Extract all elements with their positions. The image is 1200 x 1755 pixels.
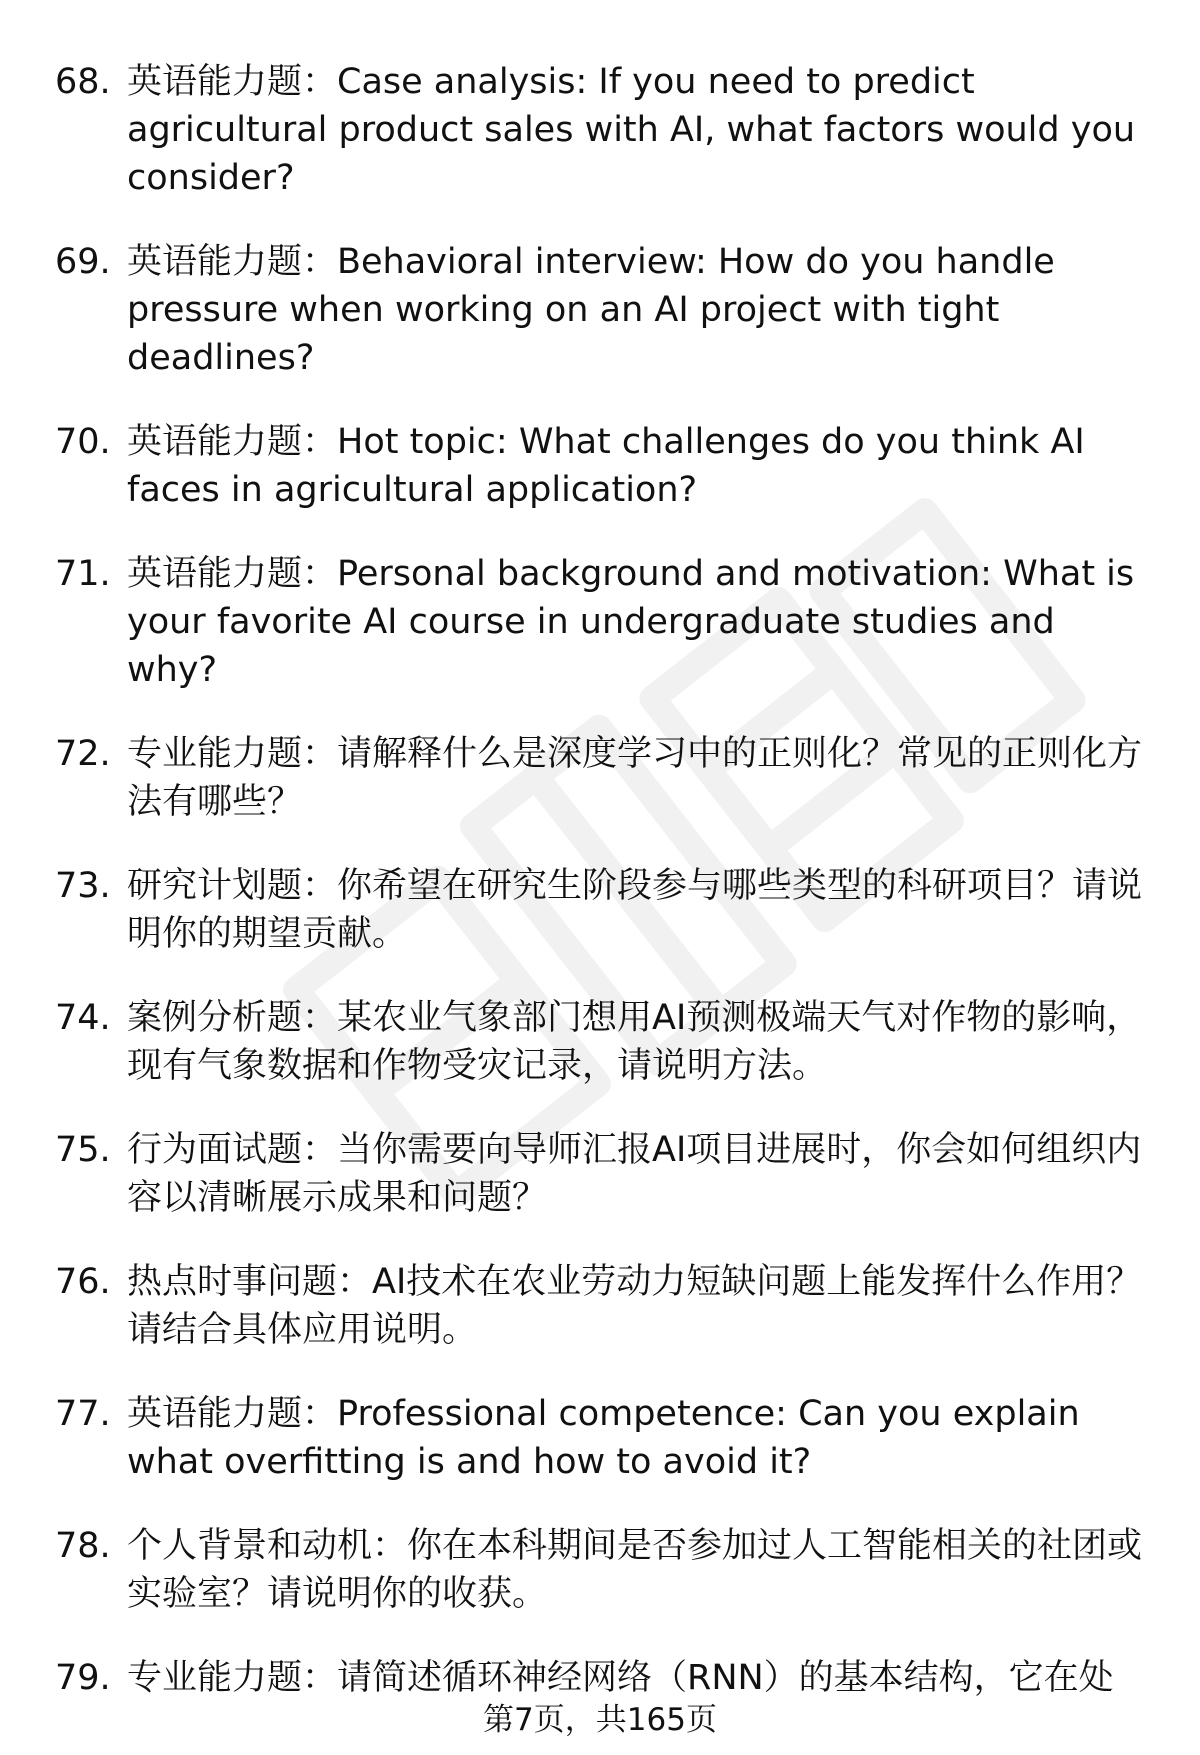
question-text: 英语能力题：Personal background and motivation: What is your favorite AI course in undergraduate studies and why? bbox=[127, 554, 1135, 690]
question-text: 英语能力题：Case analysis: If you need to predict agricultural product sales with AI, what factors would you consider? bbox=[127, 62, 1136, 198]
question-item bbox=[55, 238, 1155, 382]
question-text: 专业能力题：请简述循环神经网络（RNN）的基本结构，它在处 bbox=[127, 1658, 1114, 1698]
question-text: 案例分析题：某农业气象部门想用AI预测极端天气对作物的影响，现有气象数据和作物受灾记录，请说明方法。 bbox=[127, 998, 1142, 1086]
question-item bbox=[55, 418, 1155, 514]
question-text: 行为面试题：当你需要向导师汇报AI项目进展时，你会如何组织内容以清晰展示成果和问题？ bbox=[127, 1130, 1142, 1218]
question-number: 77. bbox=[55, 1394, 111, 1434]
question-item bbox=[55, 1126, 1155, 1222]
question-text: 专业能力题：请解释什么是深度学习中的正则化？常见的正则化方法有哪些？ bbox=[127, 734, 1143, 822]
question-number: 73. bbox=[55, 866, 111, 906]
question-item bbox=[55, 862, 1155, 958]
question-item bbox=[55, 1390, 1155, 1486]
question-item bbox=[55, 550, 1155, 694]
question-item bbox=[55, 1258, 1155, 1354]
question-text: 英语能力题：Behavioral interview: How do you handle pressure when working on an AI project with tight deadlines? bbox=[127, 242, 1055, 378]
question-number: 74. bbox=[55, 998, 111, 1038]
page-number-footer: 第7页，共165页 bbox=[483, 1702, 717, 1738]
question-number: 69. bbox=[55, 242, 111, 282]
question-text: 个人背景和动机：你在本科期间是否参加过人工智能相关的社团或实验室？请说明你的收获。 bbox=[127, 1526, 1143, 1614]
question-number: 78. bbox=[55, 1526, 111, 1566]
question-list bbox=[55, 58, 1155, 1738]
question-text: 热点时事问题：AI技术在农业劳动力短缺问题上能发挥什么作用？请结合具体应用说明。 bbox=[127, 1262, 1142, 1350]
question-text: 英语能力题：Hot topic: What challenges do you think AI faces in agricultural application? bbox=[127, 422, 1085, 510]
question-number: 75. bbox=[55, 1130, 111, 1170]
question-number: 71. bbox=[55, 554, 111, 594]
question-number: 68. bbox=[55, 62, 111, 102]
question-number: 76. bbox=[55, 1262, 111, 1302]
question-number: 79. bbox=[55, 1658, 111, 1698]
question-text: 研究计划题：你希望在研究生阶段参与哪些类型的科研项目？请说明你的期望贡献。 bbox=[127, 866, 1143, 954]
question-item bbox=[55, 730, 1155, 826]
question-number: 70. bbox=[55, 422, 111, 462]
question-item bbox=[55, 994, 1155, 1090]
question-item bbox=[55, 1654, 1155, 1702]
question-number: 72. bbox=[55, 734, 111, 774]
question-item bbox=[55, 58, 1155, 202]
question-text: 英语能力题：Professional competence: Can you explain what overfitting is and how to avoid it? bbox=[127, 1394, 1080, 1482]
question-item bbox=[55, 1522, 1155, 1618]
